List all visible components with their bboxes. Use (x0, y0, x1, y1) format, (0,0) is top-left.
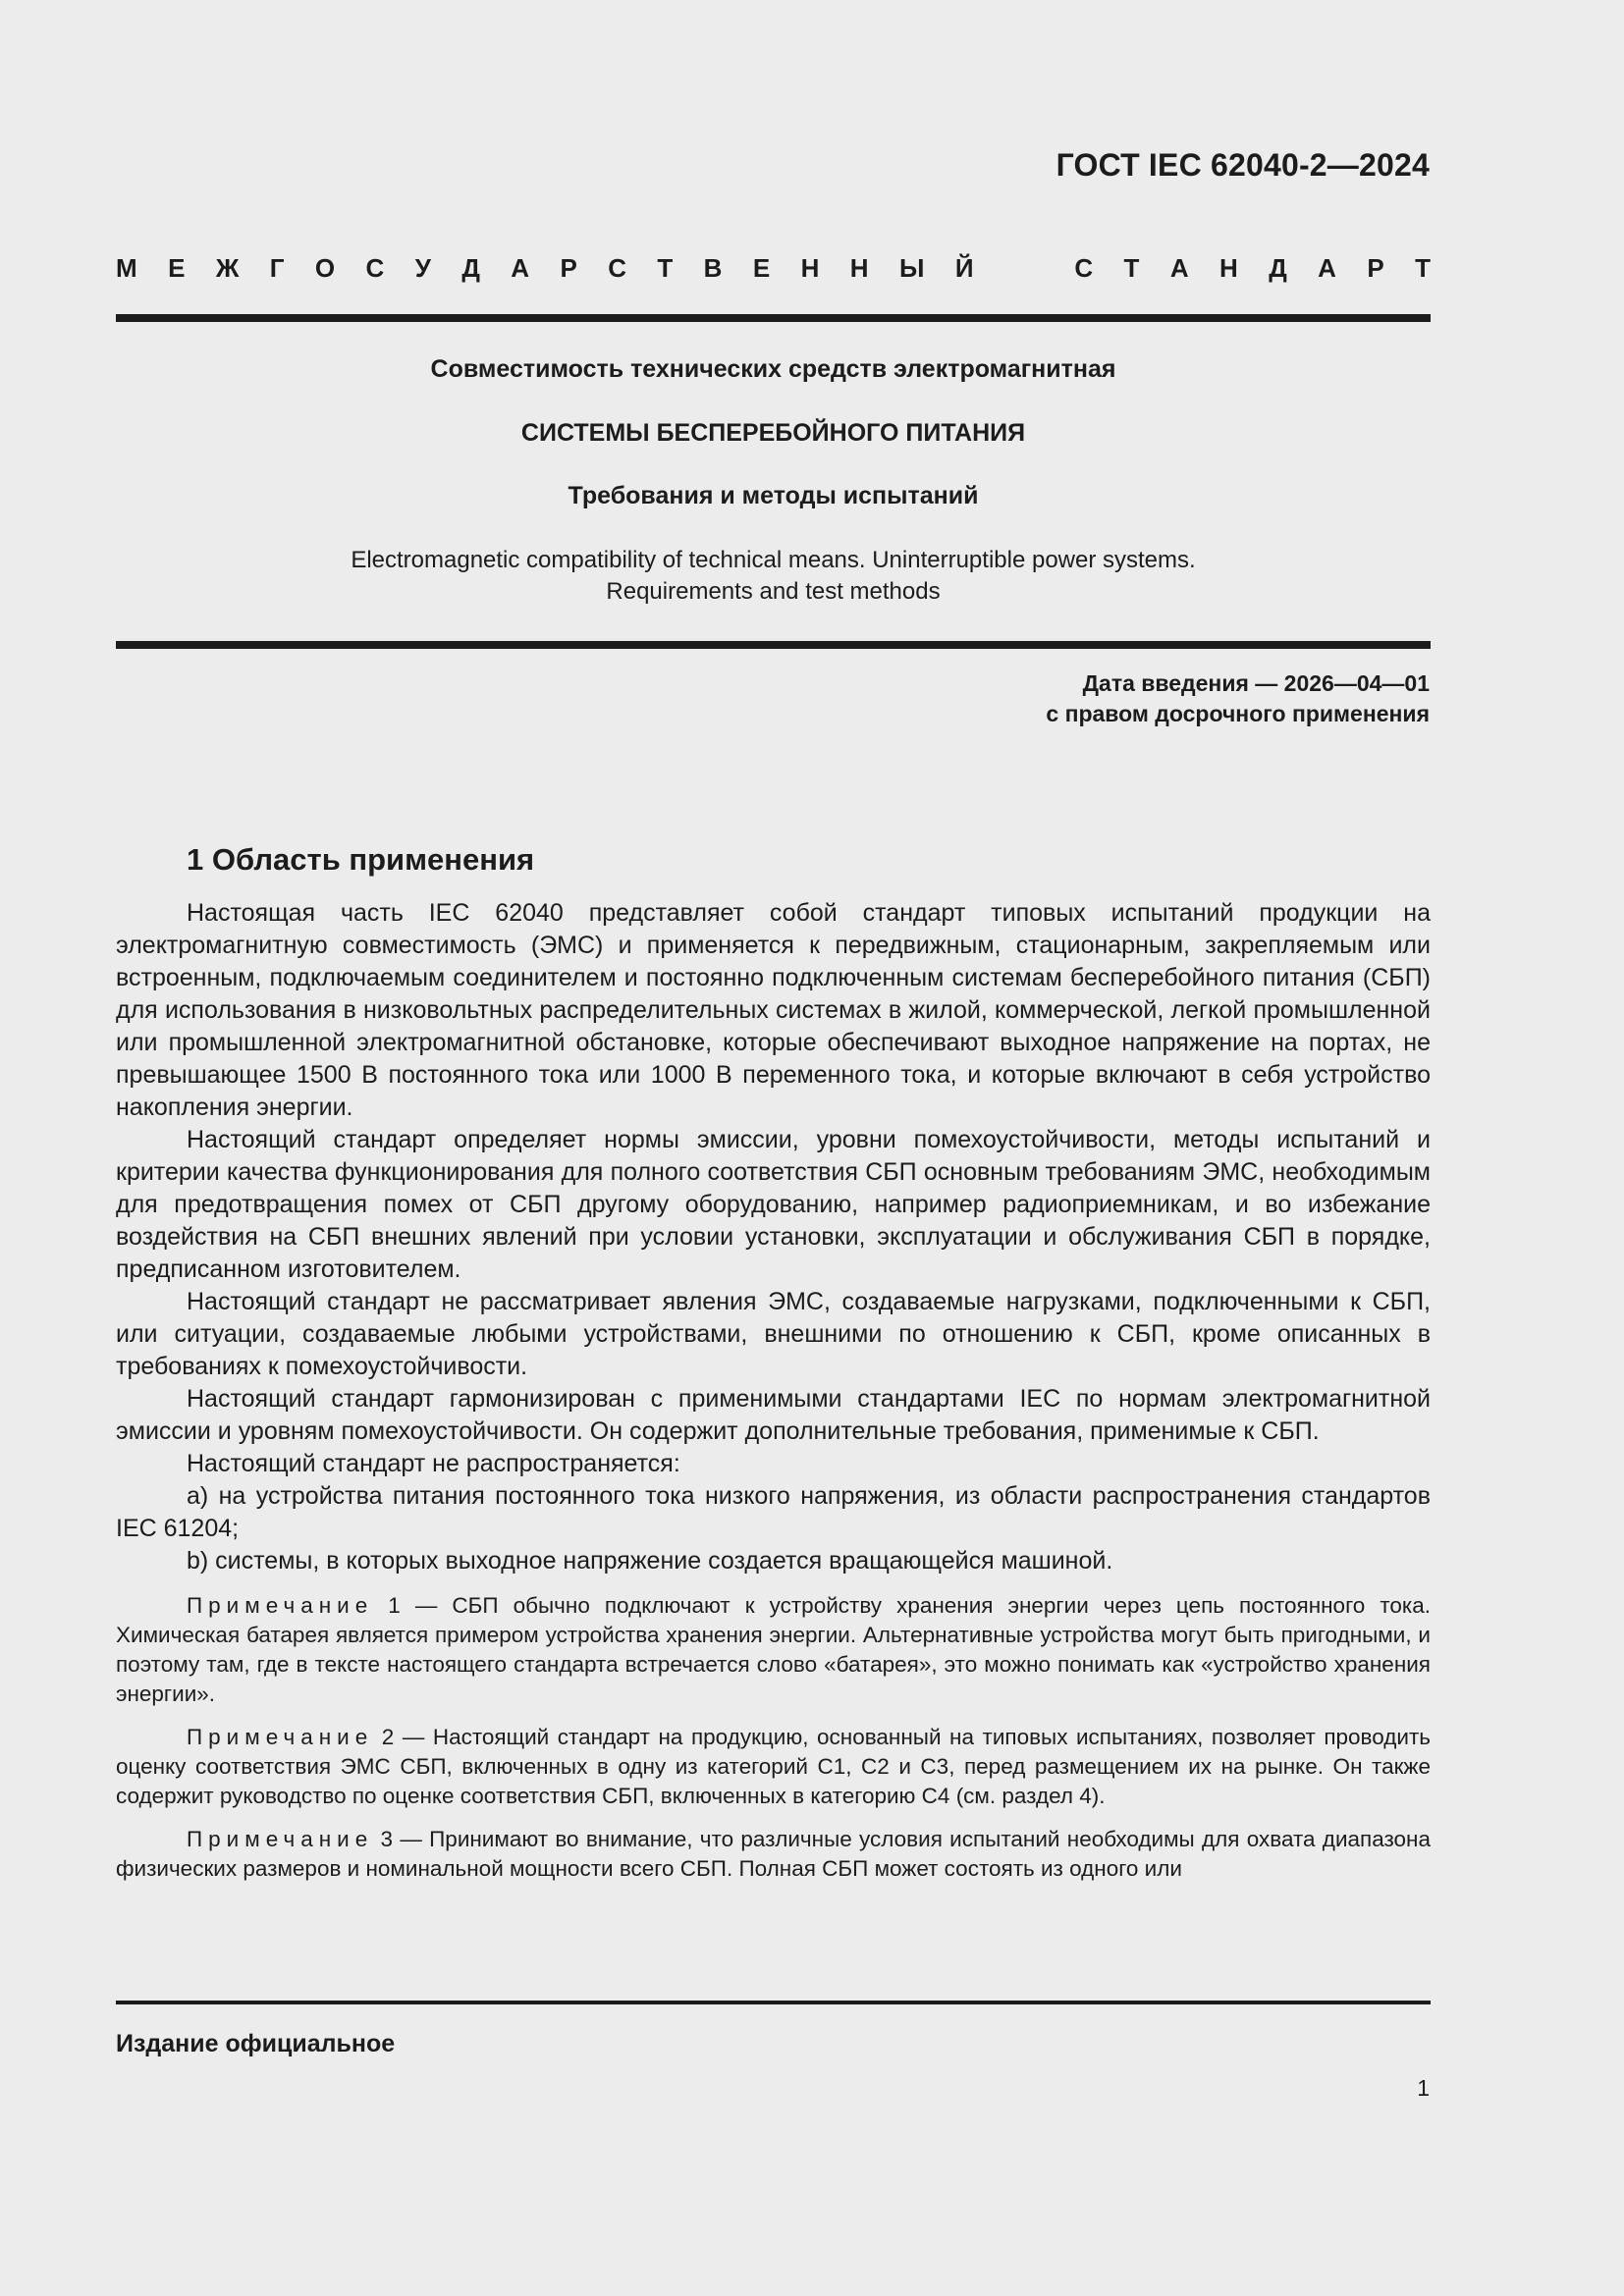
note-number: 3 (380, 1827, 394, 1851)
banner-letter: Т (1123, 253, 1140, 283)
note-number: 1 (388, 1593, 401, 1618)
banner-letter: М (116, 253, 137, 283)
banner-letter: А (1169, 253, 1189, 283)
page-number: 1 (1417, 2075, 1430, 2101)
banner-letter: Й (954, 253, 974, 283)
title-russian: Совместимость технических средств электромагнитная (430, 355, 1116, 383)
note-text: — Принимают во внимание, что различные условия испытаний необходимы для охвата диапазона физических размеров и номинальной мощности всего СБП. Полная СБП может состоять из одного или (116, 1827, 1431, 1881)
banner-letter: А (1318, 253, 1336, 283)
paragraph: Настоящий стандарт определяет нормы эмиссии, уровни помехоустойчивости, методы испытаний и критерии качества функционирования для полного соответствия СБП основным требованиям ЭМС, необходимым для предотвращения помех от СБП другому оборудованию, например радиоприемникам, и во избежание воздействия на СБП внешних явлений при условии установки, эксплуатации и обслуживания СБП в порядке, предписанном изготовителем. (116, 1126, 1431, 1283)
banner-letter: Е (168, 253, 186, 283)
banner-letter: Н (800, 253, 820, 283)
banner-letter: Р (560, 253, 577, 283)
section-heading: 1 Область применения (187, 842, 535, 877)
banner-letter: С (1074, 253, 1094, 283)
note (116, 1591, 1431, 1709)
paragraph: Настоящий стандарт не распространяется: (187, 1450, 680, 1477)
banner-letter: У (414, 253, 431, 283)
banner-letter: Г (269, 253, 285, 283)
introduction-date (1046, 668, 1430, 729)
banner-letter: Д (461, 253, 480, 283)
note-label: Примечание (187, 1827, 374, 1851)
title-english-line: Electromagnetic compatibility of technical means. Uninterruptible power systems. (351, 547, 1196, 573)
banner-letter: Д (1269, 253, 1287, 283)
banner-gap (1004, 253, 1044, 284)
note-text: — СБП обычно подключают к устройству хранения энергии через цепь постоянного тока. Химическая батарея является примером устройства хранения энергии. Альтернативные устройства могут быть пригодными, и поэтому там, где в тексте настоящего стандарта встречается слово «батарея», это можно понимать как «устройство хранения энергии». (116, 1593, 1431, 1706)
banner-letter: Ж (215, 253, 240, 283)
banner-letter: Ы (898, 253, 925, 283)
note (116, 1825, 1431, 1884)
title-english-line: Requirements and test methods (606, 578, 941, 605)
list-item: b) системы, в которых выходное напряжение создается вращающейся машиной. (187, 1547, 1113, 1575)
section-scope (116, 842, 1431, 1884)
note-label: Примечание (187, 1725, 374, 1749)
note-number: 2 (381, 1725, 395, 1749)
banner-letter: В (703, 253, 723, 283)
header-divider (116, 314, 1431, 322)
title-main: СИСТЕМЫ БЕСПЕРЕБОЙНОГО ПИТАНИЯ (520, 419, 1026, 447)
standard-code: ГОСТ IEC 62040-2—2024 (1056, 147, 1430, 183)
footer-divider (116, 2001, 1431, 2004)
banner-letter: Р (1367, 253, 1384, 283)
introduction-date-line: Дата введения — 2026—04—01 (1082, 670, 1430, 696)
title-english (116, 545, 1431, 608)
title-subtitle: Требования и методы испытаний (568, 482, 979, 509)
official-edition-label: Издание официальное (116, 2030, 396, 2057)
banner-letter: Е (752, 253, 771, 283)
paragraph: Настоящий стандарт не рассматривает явления ЭМС, создаваемые нагрузками, подключенными к СБП, или ситуации, создаваемые любыми устройствами, внешними по отношению к СБП, кроме описанных в требованиях к помехоустойчивости. (116, 1288, 1431, 1380)
paragraph: Настоящий стандарт гармонизирован с применимыми стандартами IEC по нормам электромагнитной эмиссии и уровням помехоустойчивости. Он содержит дополнительные требования, применимые к СБП. (116, 1385, 1431, 1445)
banner-letter: Н (1219, 253, 1238, 283)
banner-letter: А (511, 253, 530, 283)
early-application-line: с правом досрочного применения (1046, 701, 1430, 726)
banner-letter: О (314, 253, 336, 283)
banner-letter: С (365, 253, 385, 283)
standard-banner (116, 253, 1431, 284)
banner-letter: С (608, 253, 626, 283)
paragraph: Настоящая часть IEC 62040 представляет собой стандарт типовых испытаний продукции на электромагнитную совместимость (ЭМС) и применяется к передвижным, стационарным, закрепляемым или встроенным, подключаемым соединителем и постоянно подключенным системам бесперебойного питания (СБП) для использования в низковольтных распределительных системах в жилой, коммерческой, легкой промышленной или промышленной электромагнитной обстановке, которые обеспечивают выходное напряжение на портах, не превышающее 1500 В постоянного тока или 1000 В переменного тока, и которые включают в себя устройство накопления энергии. (116, 899, 1431, 1121)
title-divider (116, 641, 1431, 649)
list-item: а) на устройства питания постоянного тока низкого напряжения, из области распространения стандартов IEC 61204; (116, 1482, 1431, 1542)
note-text: — Настоящий стандарт на продукцию, основанный на типовых испытаниях, позволяет проводить оценку соответствия ЭМС СБП, включенных в одну из категорий С1, С2 и С3, перед размещением их на рынке. Он также содержит руководство по оценке соответствия СБП, включенных в категорию С4 (см. раздел 4). (116, 1725, 1431, 1808)
banner-letter: Т (1415, 253, 1431, 283)
banner-letter: Т (657, 253, 674, 283)
note (116, 1723, 1431, 1811)
note-label: Примечание (187, 1593, 374, 1618)
banner-letter: Н (849, 253, 869, 283)
